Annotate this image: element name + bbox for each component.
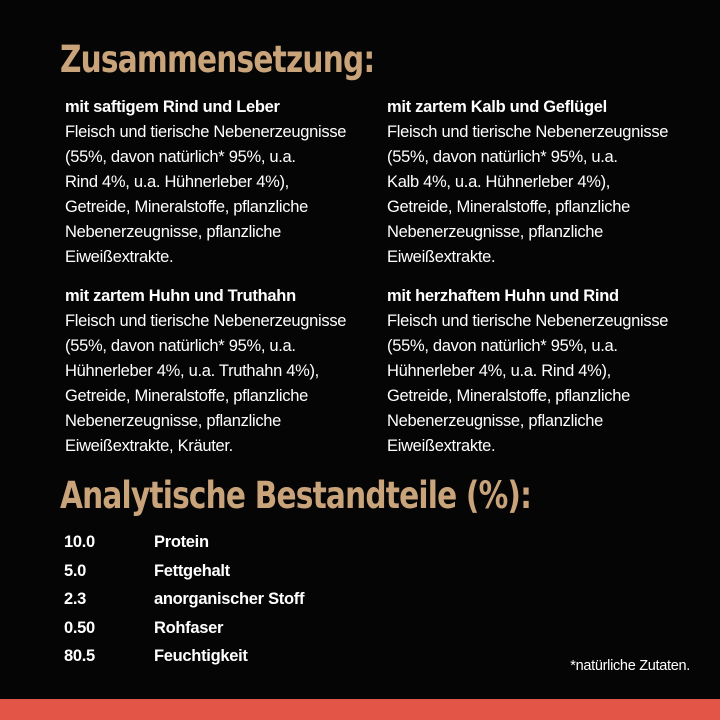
ingredient-block-chicken-turkey [65, 284, 395, 459]
ingredient-line: Hühnerleber 4%, u.a. Truthahn 4%), [65, 362, 319, 380]
ingredient-line: Fleisch und tierische Nebenerzeugnisse [387, 123, 669, 141]
ingredient-line: Fleisch und tierische Nebenerzeugnisse [65, 312, 347, 330]
ingredient-line: Nebenerzeugnisse, pflanzliche [65, 412, 282, 430]
ingredient-line: (55%, davon natürlich* 95%, u.a. [387, 337, 618, 355]
ingredient-line: Nebenerzeugnisse, pflanzliche [65, 223, 282, 241]
ingredient-line: (55%, davon natürlich* 95%, u.a. [65, 337, 296, 355]
ingredient-line: Eiweißextrakte. [387, 437, 496, 455]
analytics-value: 2.3 [64, 590, 87, 609]
ingredient-line: Nebenerzeugnisse, pflanzliche [387, 412, 604, 430]
ingredient-block-title: mit zartem Kalb und Geflügel [387, 98, 607, 116]
ingredient-line: Getreide, Mineralstoffe, pflanzliche [65, 198, 308, 216]
ingredient-line: Getreide, Mineralstoffe, pflanzliche [65, 387, 308, 405]
ingredient-line: Eiweißextrakte. [387, 248, 496, 266]
ingredient-line: (55%, davon natürlich* 95%, u.a. [387, 148, 618, 166]
ingredient-line: Fleisch und tierische Nebenerzeugnisse [65, 123, 347, 141]
footnote: *natürliche Zutaten. [570, 658, 690, 674]
ingredient-line: Getreide, Mineralstoffe, pflanzliche [387, 387, 630, 405]
analytics-heading: Analytische Bestandteile (%): [60, 474, 532, 517]
analytics-name: Feuchtigkeit [154, 647, 248, 666]
ingredient-block-title: mit herzhaftem Huhn und Rind [387, 287, 619, 305]
ingredient-line: Hühnerleber 4%, u.a. Rind 4%), [387, 362, 611, 380]
ingredient-line: Nebenerzeugnisse, pflanzliche [387, 223, 604, 241]
analytics-value: 0.50 [64, 618, 95, 637]
ingredient-block-title: mit zartem Huhn und Truthahn [65, 287, 296, 305]
analytics-value: 80.5 [64, 647, 95, 666]
ingredient-line: Fleisch und tierische Nebenerzeugnisse [387, 312, 669, 330]
analytics-name: Fettgehalt [154, 561, 230, 580]
ingredient-block-title: mit saftigem Rind und Leber [65, 98, 280, 116]
ingredient-block-veal-poultry [387, 95, 717, 270]
ingredient-block-chicken-beef [387, 284, 717, 459]
ingredient-line: Rind 4%, u.a. Hühnerleber 4%), [65, 173, 289, 191]
ingredient-line: Eiweißextrakte, Kräuter. [65, 437, 233, 455]
composition-heading: Zusammensetzung: [60, 38, 375, 81]
ingredient-line: Getreide, Mineralstoffe, pflanzliche [387, 198, 630, 216]
analytics-name: anorganischer Stoff [154, 590, 305, 609]
analytics-name: Rohfaser [154, 618, 224, 637]
analytics-value: 5.0 [64, 561, 87, 580]
ingredient-block-beef-liver [65, 95, 395, 270]
ingredient-line: Kalb 4%, u.a. Hühnerleber 4%), [387, 173, 611, 191]
ingredient-line: Eiweißextrakte. [65, 248, 174, 266]
analytics-value: 10.0 [64, 533, 95, 551]
ingredient-line: (55%, davon natürlich* 95%, u.a. [65, 148, 296, 166]
analytics-name: Protein [154, 533, 209, 551]
bottom-accent-bar [0, 699, 720, 720]
